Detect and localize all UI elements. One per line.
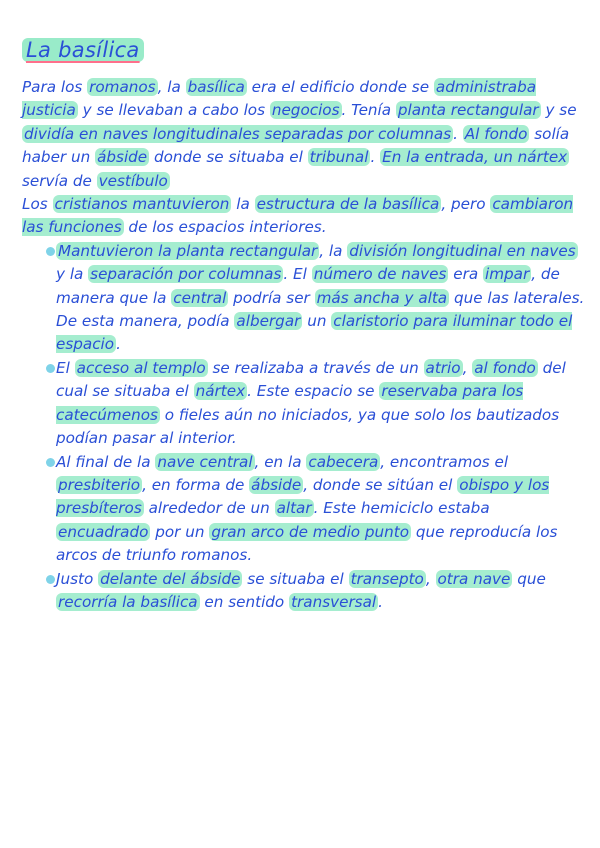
highlighted-text: negocios — [271, 101, 340, 120]
highlighted-text: nártex — [195, 382, 246, 401]
paragraph-2 — [22, 193, 588, 240]
text-run: , — [425, 569, 436, 588]
highlighted-text: administraba justicia — [22, 78, 537, 120]
highlighted-text: cabecera — [308, 452, 379, 471]
text-run: servía de — [22, 171, 97, 190]
highlighted-text: vestíbulo — [98, 171, 168, 190]
highlighted-text: Al fondo — [464, 124, 528, 143]
text-run: la — [231, 195, 255, 214]
text-run: en sentido — [199, 592, 290, 611]
text-run: por un — [150, 522, 210, 541]
bullet-item-3 — [22, 451, 588, 568]
text-run: , en forma de — [142, 475, 250, 494]
text-run: era el edificio donde se — [246, 78, 434, 96]
text-run: se realizaba a través de un — [207, 358, 424, 377]
bullet-item-1 — [22, 240, 588, 357]
text-run: . Tenía — [341, 101, 396, 120]
highlighted-text: obispo y los presbíteros — [56, 475, 550, 518]
highlighted-text: Mantuvieron la planta rectangular — [58, 241, 318, 260]
highlighted-text: más ancha y alta — [316, 288, 448, 307]
page-title — [22, 38, 144, 62]
bullet-text-1 — [56, 242, 584, 354]
bullet-dot-icon — [46, 247, 55, 256]
text-run: de los espacios interiores. — [123, 218, 327, 237]
highlighted-text: impar — [485, 265, 530, 284]
bullet-text-3 — [56, 453, 557, 565]
highlighted-text: ábside — [97, 148, 148, 167]
highlighted-text: estructura de la basílica — [256, 195, 440, 214]
bullet-dot-icon — [46, 364, 55, 373]
bullet-item-4 — [22, 568, 588, 615]
text-run: Para los — [22, 78, 88, 96]
text-run: Los — [22, 195, 53, 214]
highlighted-text: albergar — [236, 312, 301, 331]
text-run: El — [56, 358, 75, 377]
highlighted-text: encuadrado — [58, 522, 149, 541]
text-run: , en la — [254, 452, 307, 471]
text-run: y se llevaban a cabo los — [77, 101, 270, 120]
highlighted-text: En la entrada, un nártex — [382, 148, 568, 167]
highlighted-text: número de naves — [313, 265, 447, 284]
highlighted-text: cambiaron las funciones — [22, 195, 574, 237]
highlighted-text: otra nave — [437, 569, 511, 588]
text-run: un — [302, 312, 332, 331]
text-run: podría ser — [228, 288, 315, 307]
text-run: y la — [56, 265, 89, 284]
paragraph-1 — [22, 76, 588, 193]
highlighted-text: basílica — [187, 78, 245, 96]
text-run: , de manera que la — [56, 265, 560, 307]
text-run: o fieles aún no iniciados, ya que solo los bautizados podían pasar al interior. — [56, 405, 560, 448]
text-run: Justo — [56, 569, 99, 588]
highlighted-text: cristianos mantuvieron — [54, 195, 230, 214]
text-run: Al final de la — [56, 452, 156, 471]
bullet-item-2 — [22, 357, 588, 451]
text-run: del cual se situaba el — [56, 358, 566, 401]
bullet-dot-icon — [46, 575, 55, 584]
text-run: , — [462, 358, 473, 377]
highlighted-text: claristorio para iluminar todo el espacio — [56, 312, 573, 354]
highlighted-text: delante del ábside — [100, 569, 241, 588]
highlighted-text: gran arco de medio punto — [211, 522, 410, 541]
highlighted-text: recorría la basílica — [58, 592, 198, 611]
highlighted-text: reservaba para los catecúmenos — [56, 382, 524, 424]
highlighted-text: al fondo — [474, 358, 536, 377]
text-run: que las laterales. De esta manera, podía — [56, 288, 585, 331]
highlighted-text: dividía en naves longitudinales separadas por columnas — [24, 124, 452, 143]
text-run: y se — [540, 101, 577, 120]
highlighted-text: central — [173, 288, 227, 307]
bullet-text-4 — [56, 570, 546, 611]
text-run: solía haber un — [22, 124, 570, 167]
highlighted-text: división longitudinal en naves — [349, 241, 576, 260]
text-run: . — [453, 124, 463, 143]
highlighted-text: romanos — [89, 78, 156, 96]
highlighted-text: altar — [276, 499, 312, 518]
text-run: . — [378, 592, 383, 611]
text-run: . Este espacio se — [247, 382, 380, 401]
text-run: . Este hemiciclo estaba — [313, 499, 490, 518]
text-run: . — [116, 335, 121, 354]
text-run: , pero — [441, 195, 491, 214]
text-run: que — [512, 569, 546, 588]
text-run: que reproducía los arcos de triunfo romanos. — [56, 522, 558, 565]
highlighted-text: transversal — [291, 592, 377, 611]
text-run: era — [448, 265, 483, 284]
highlighted-text: ábside — [251, 475, 302, 494]
text-run: . — [370, 148, 381, 167]
text-run: , donde se sitúan el — [303, 475, 458, 494]
highlighted-text: planta rectangular — [397, 101, 539, 120]
text-run: donde se situaba el — [149, 148, 308, 167]
highlighted-text: acceso al templo — [76, 358, 206, 377]
text-run: , la — [157, 78, 186, 96]
highlighted-text: nave central — [157, 452, 253, 471]
bullet-dot-icon — [46, 458, 55, 467]
highlighted-text: transepto — [350, 569, 424, 588]
notes-body — [22, 76, 588, 614]
text-run: . El — [283, 265, 312, 284]
title-text: La basílica — [22, 38, 144, 62]
bullet-text-2 — [56, 359, 566, 447]
highlighted-text: separación por columnas — [90, 265, 282, 284]
text-run: , la — [319, 241, 348, 260]
highlighted-text: atrio — [425, 358, 461, 377]
text-run: se situaba el — [242, 569, 349, 588]
text-run: alrededor de un — [143, 499, 275, 518]
highlighted-text: tribunal — [309, 148, 369, 167]
text-run: , encontramos el — [380, 452, 509, 471]
highlighted-text: presbiterio — [58, 475, 141, 494]
